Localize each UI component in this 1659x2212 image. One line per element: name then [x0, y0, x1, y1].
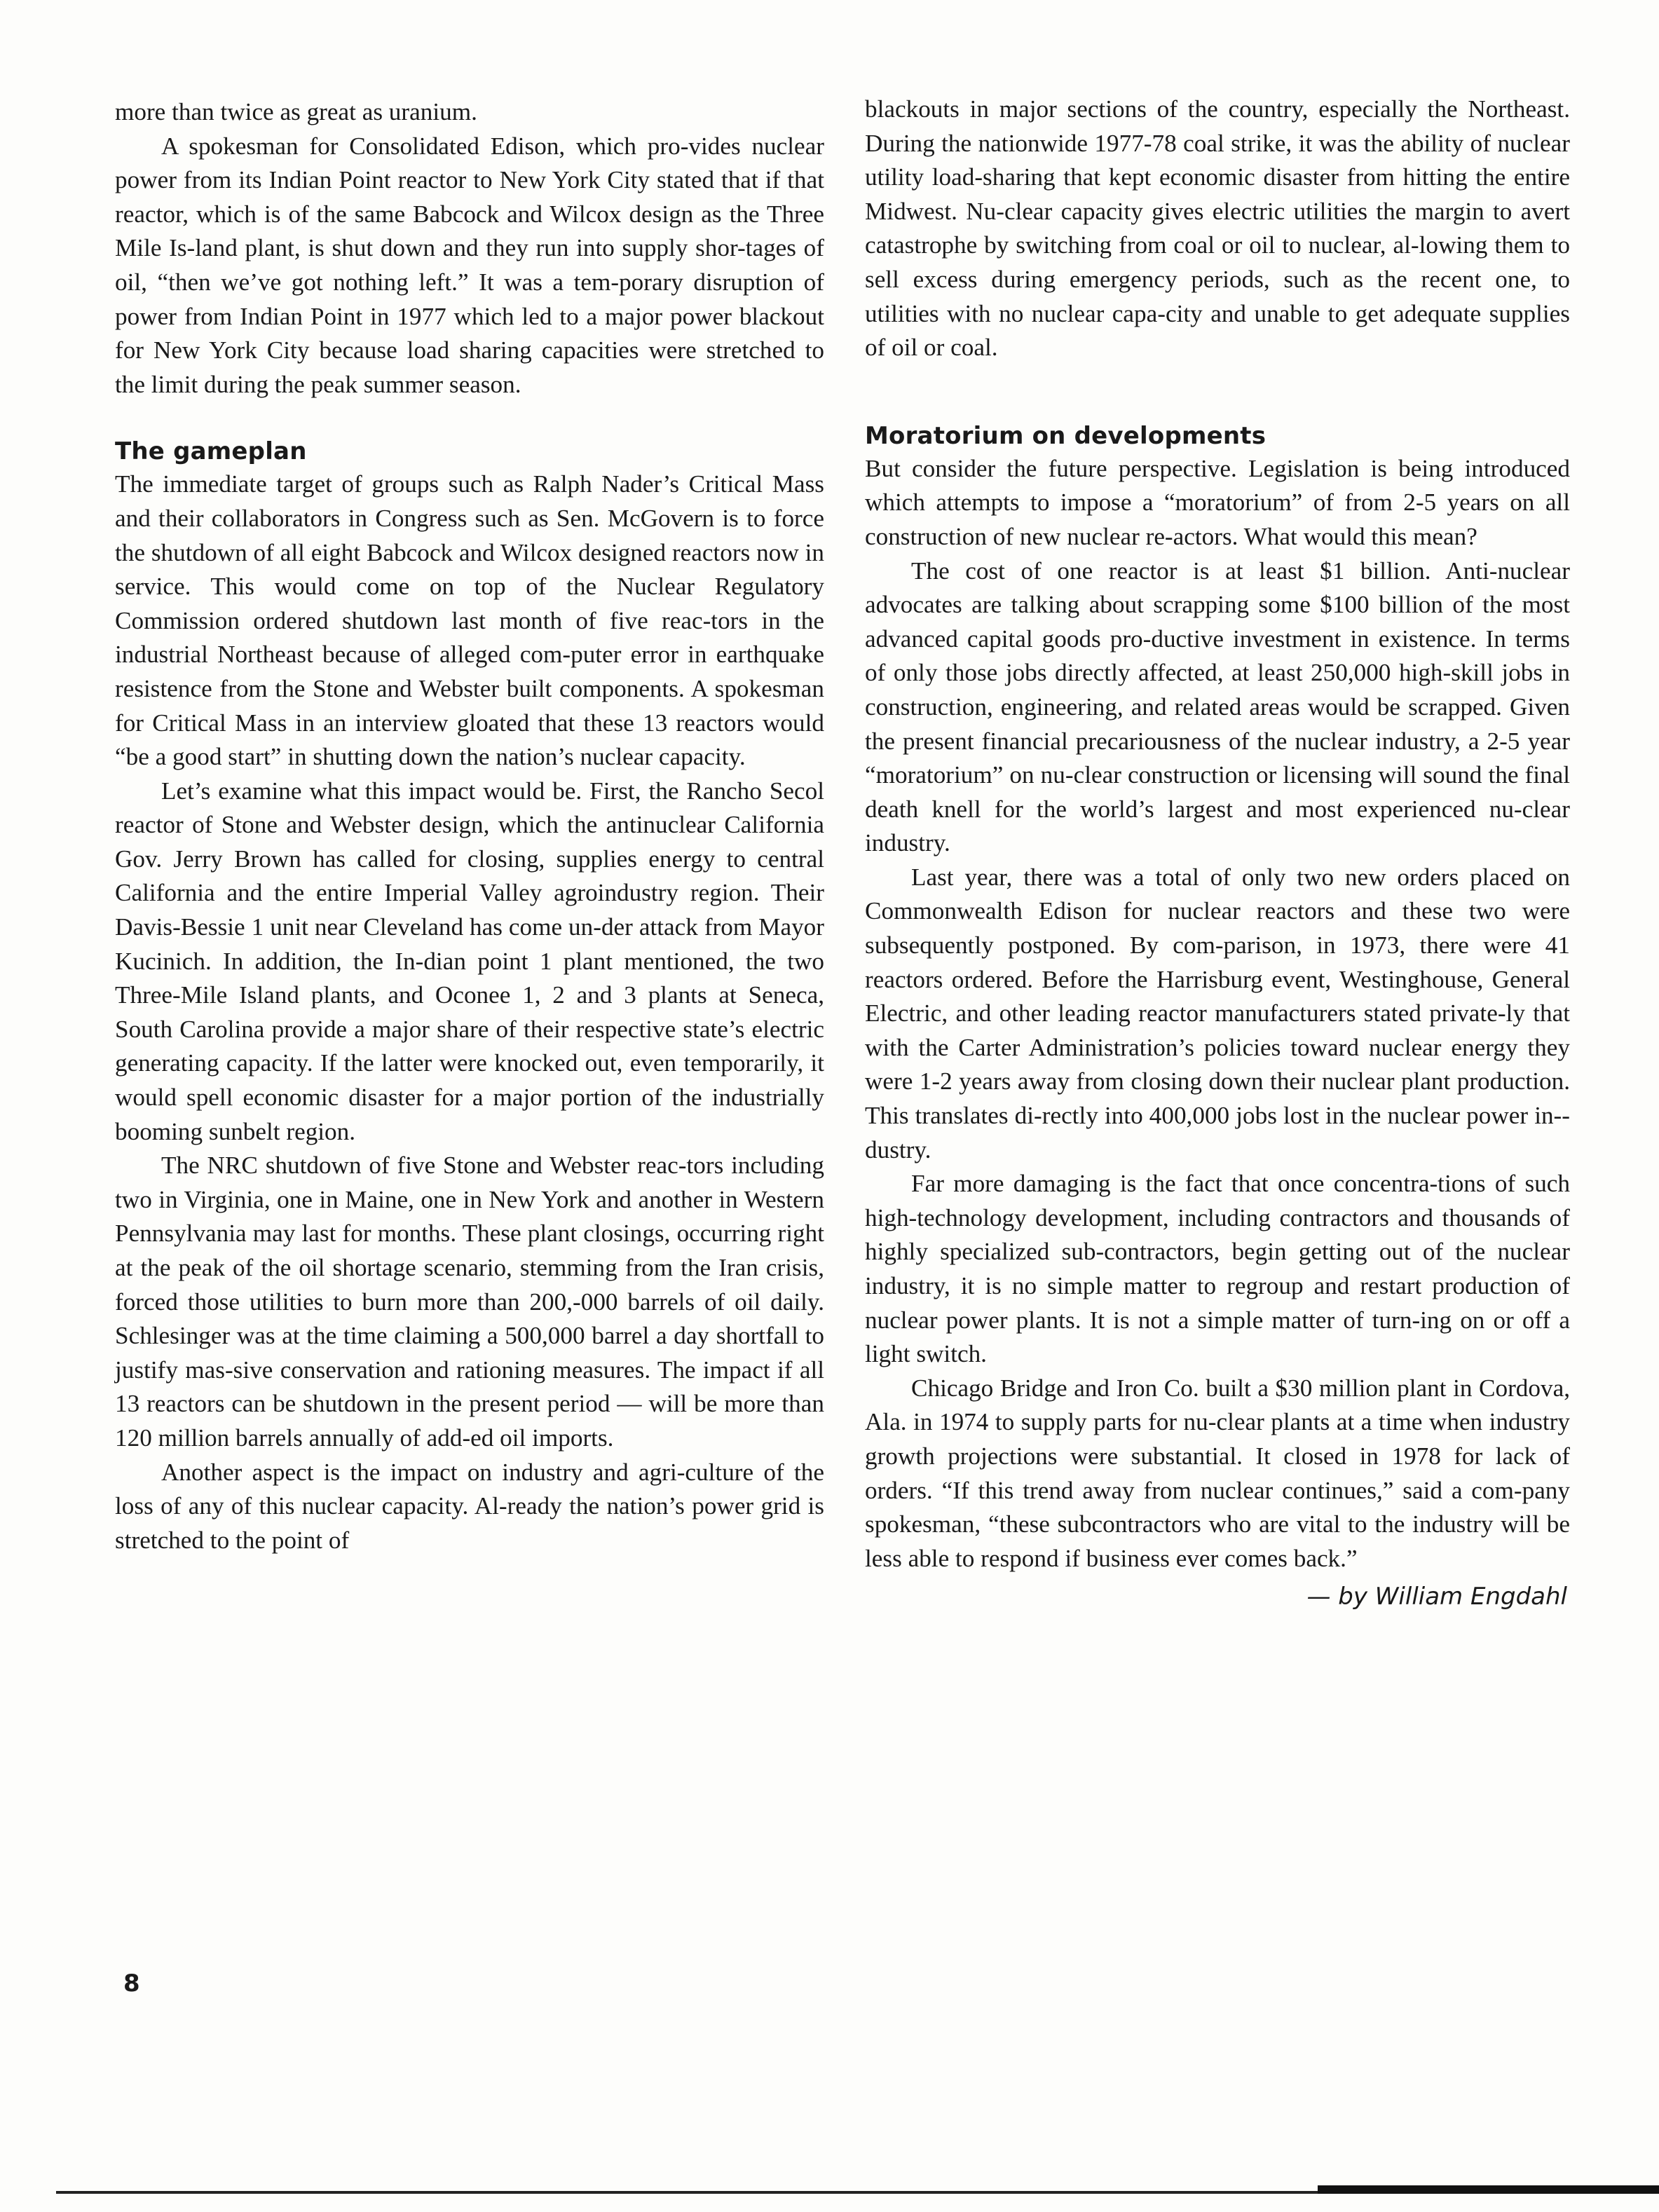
author-byline: — by William Engdahl — [1306, 1583, 1567, 1611]
paragraph: Chicago Bridge and Iron Co. built a $30 million plant in Cordova, Ala. in 1974 to supply parts for nu-clear plants at a time when industry growth projections were substantial. It closed in 1978 for lack of orders. “If this trend away from nuclear continues,” said a com-pany spokesman, “these subcontractors who are vital to the industry will be less able to respond if business ever comes back.” — [865, 1374, 1570, 1572]
left-column — [115, 95, 824, 1557]
paragraph: The cost of one reactor is at least $1 billion. Anti-nuclear advocates are talking about scrapping some $100 billion of the most advanced capital goods pro-ductive investment in existence. In terms of only those jobs directly affected, at least 250,000 high-skill jobs in construction, engineering, and related areas would be scrapped. Given the present financial precariousness of the nuclear industry, a 2-5 year “moratorium” on nu-clear construction or licensing will sound the final death knell for the world’s largest and most experienced nu-clear industry. — [865, 557, 1570, 857]
section-heading-moratorium: Moratorium on developments — [865, 421, 1267, 450]
paragraph: The immediate target of groups such as Ralph Nader’s Critical Mass and their collaborators in Congress such as Sen. McGovern is to force the shutdown of all eight Babcock and Wilcox designed reactors now in service. This would come on top of the Nuclear Regulatory Commission ordered shutdown last month of five reac-tors in the industrial Northeast because of alleged com-puter error in earthquake resistence from the Stone and Webster built components. A spokesman for Critical Mass in an interview gloated that these 13 reactors would “be a good start” in shutting down the nation’s nuclear capacity. — [115, 470, 824, 771]
paragraph: Another aspect is the impact on industry and agri-culture of the loss of any of this nuclear capacity. Al-ready the nation’s power grid is stretched to the point of — [115, 1458, 824, 1554]
paragraph: more than twice as great as uranium. — [115, 98, 477, 125]
paragraph: The NRC shutdown of five Stone and Webster reac-tors including two in Virginia, one in Maine, one in New York and another in Western Pennsylvania may last for months. These plant closings, occurring right at the peak of the oil shortage scenario, stemming from the Iran crisis, forced those utilities to burn more than 200,-000 barrels of oil daily. Schlesinger was at the time claiming a 500,000 barrel a day shortfall to justify mas-sive conservation and rationing measures. The impact if all 13 reactors can be shutdown in the present period — will be more than 120 million barrels annually of add-ed oil imports. — [115, 1152, 824, 1452]
paragraph: Far more damaging is the fact that once concentra-tions of such high-technology development, including contractors and thousands of highly specialized sub-contractors, begin getting out of the nuclear industry, it is no simple matter to regroup and restart production of nuclear power plants. It is not a simple matter of turn-ing on or off a light switch. — [865, 1170, 1570, 1368]
paragraph: Let’s examine what this impact would be. First, the Rancho Secol reactor of Stone and Webster design, which the antinuclear California Gov. Jerry Brown has called for closing, supplies energy to central California and the entire Imperial Valley agroindustry region. Their Davis-Bessie 1 unit near Cleveland has come un-der attack from Mayor Kucinich. In addition, the In-dian point 1 plant mentioned, the two Three-Mile Island plants, and Oconee 1, 2 and 3 plants at Seneca, South Carolina provide a major share of their respective state’s electric generating capacity. If the latter were knocked out, even temporarily, it would spell economic disaster for a major portion of the industrially booming sunbelt region. — [115, 777, 824, 1145]
paragraph: Last year, there was a total of only two new orders placed on Commonwealth Edison for nuclear reactors and these two were subsequently postponed. By com-parison, in 1973, there were 41 reactors ordered. Before the Harrisburg event, Westinghouse, General Electric, and other leading reactor manufacturers stated private-ly that with the Carter Administration’s policies toward nuclear energy they were 1-2 years away from closing down their nuclear plant production. This translates di-rectly into 400,000 jobs lost in the nuclear power in-dustry. — [865, 863, 1570, 1163]
paragraph: But consider the future perspective. Legislation is being introduced which attempts to impose a “moratorium” of from 2-5 years on all construction of new nuclear re-actors. What would this mean? — [865, 454, 1570, 550]
paragraph: A spokesman for Consolidated Edison, which pro-vides nuclear power from its Indian Point reactor to New York City stated that if that reactor, which is of the same Babcock and Wilcox design as the Three Mile Is-land plant, is shut down and they run into supply shor-tages of oil, “then we’ve got nothing left.” It was a tem-porary disruption of power from Indian Point in 1977 which led to a major power blackout for New York City because load sharing capacities were stretched to the limit during the peak summer season. — [115, 132, 824, 398]
bottom-edge-rule — [56, 2191, 1318, 2194]
page-number: 8 — [123, 1969, 140, 1998]
section-heading-gameplan: The gameplan — [115, 437, 307, 466]
right-column — [865, 93, 1570, 1613]
bottom-edge-bar — [1318, 2185, 1659, 2194]
paragraph: blackouts in major sections of the country, especially the Northeast. During the nationwide 1977-78 coal strike, it was the ability of nuclear utility load-sharing that kept economic disaster from hitting the entire Midwest. Nu-clear capacity gives electric utilities the margin to avert catastrophe by switching from coal or oil to nuclear, al-lowing them to sell excess during emergency periods, such as the recent one, to utilities with no nuclear capa-city and unable to get adequate supplies of oil or coal. — [865, 95, 1570, 362]
